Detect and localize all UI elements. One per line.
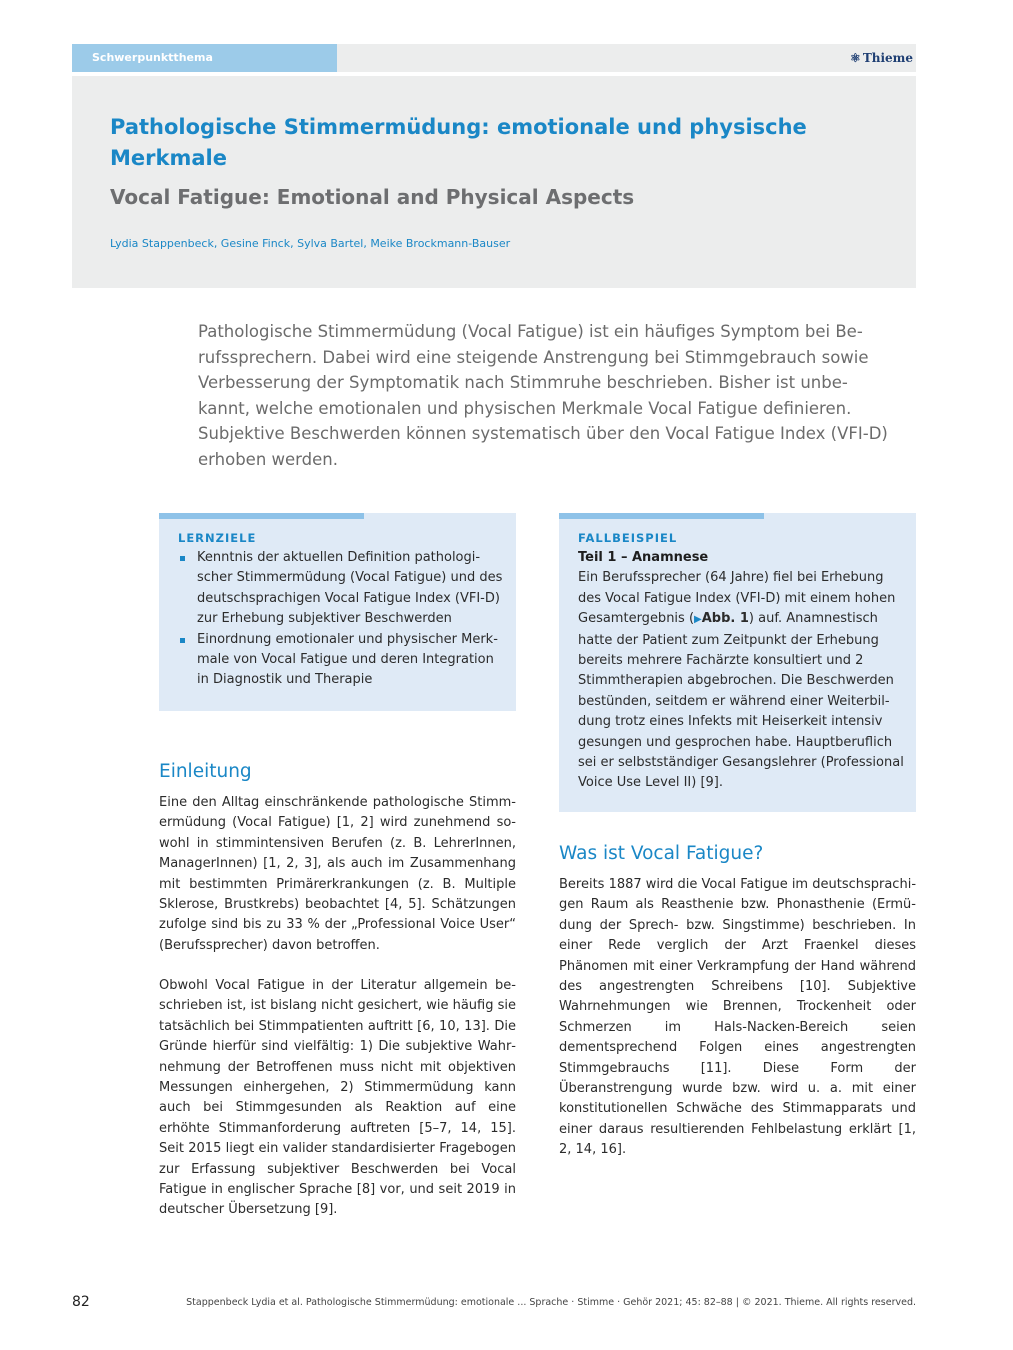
case-example-text — [578, 568, 906, 793]
case-text-part: ) auf. Anamnestisch hatte der Patient zum Zeitpunkt der Erhebung bereits mehrere Fachärzte konsultiert und 2 Stimmtherapien abgebrochen. Die Beschwerden bestünden, seitdem er während einer Weiterbildung trotz eines Infekts mit Heiserkeit intensiv gesungen und gesprochen habe. Hauptberuflich sei er selbstständiger Gesangslehrer (Professional Voice Use Level II) [9]. — [578, 611, 904, 791]
list-item — [178, 630, 506, 691]
list-item-text: Einordnung emotionaler und physischer Merkmale von Vocal Fatigue und deren Integration in Diagnostik und Therapie — [197, 631, 498, 688]
publisher-name: Thieme — [862, 51, 913, 65]
publisher-logo — [850, 44, 913, 72]
list-item — [178, 548, 506, 630]
box-accent-strip — [559, 513, 764, 519]
title-english: Vocal Fatigue: Emotional and Physical Aspects — [110, 185, 635, 209]
title-block — [72, 76, 916, 288]
section-heading-was-ist: Was ist Vocal Fatigue? — [559, 843, 764, 864]
box-accent-strip — [159, 513, 364, 519]
case-example-heading: FALLBEISPIEL — [578, 531, 678, 545]
footer-citation: Stappenbeck Lydia et al. Pathologische Stimmermüdung: emotionale ... Sprache · Stimme · Gehör 2021; 45: 82–88 | © 2021. Thieme. All rights reserved. — [186, 1297, 916, 1308]
case-example-subheading: Teil 1 – Anamnese — [578, 550, 709, 565]
figure-reference-link[interactable]: Abb. 1 — [701, 611, 749, 627]
paragraph: Obwohl Vocal Fatigue in der Literatur allgemein beschrieben ist, ist bislang nicht gesichert, wie häufig sie tatsächlich bei Stimmpatienten auftritt [6, 10, 13]. Die Gründe hierfür sind vielfältig: 1) Die subjektive Wahrnehmung der Betroffenen muss nicht mit objektiven Messungen einhergehen, 2) Stimmermüdung kann auch bei Stimmgesunden als Reaktion auf eine erhöhte Stimmanforderung auftreten [5–7, 14, 15]. Seit 2015 liegt ein valider standardisierter Fragebogen zur Erfassung subjektiver Beschwerden bei Vocal Fatigue in englischer Sprache [8] vor, und seit 2019 in deutscher Übersetzung [9]. — [159, 978, 516, 1218]
title-german: Pathologische Stimmermüdung: emotionale und physische Merkmale — [110, 115, 807, 170]
section-tag: Schwerpunktthema — [72, 44, 337, 72]
learning-goals-box — [159, 513, 516, 711]
thieme-logo-icon: ⚛ — [850, 51, 861, 65]
list-item-text: Kenntnis der aktuellen Definition pathologischer Stimmermüdung (Vocal Fatigue) und des deutschsprachigen Vocal Fatigue Index (VFI-D) zur Erhebung subjektiver Beschwerden — [197, 550, 503, 627]
paragraph: Eine den Alltag einschränkende pathologische Stimmermüdung (Vocal Fatigue) [1, 2] wird zunehmend sowohl in stimmintensiven Berufen (z. B. LehrerInnen, ManagerInnen) [1, 2, 3], als auch im Zusammenhang mit bestimmten Primärerkrankungen (z. B. Multiple Sklerose, Brustkrebs) beobachtet [4, 5]. Schätzungen zufolge sind bis zu 33 % der „Professional Voice User“ (Berufssprecher) davon betroffen. — [159, 795, 516, 953]
bullet-icon — [180, 556, 185, 561]
page-number: 82 — [72, 1294, 90, 1310]
paragraph: Bereits 1887 wird die Vocal Fatigue im deutschsprachigen Raum als Reasthenie bzw. Phonasthenie (Ermüdung der Sprech- bzw. Singstimme) beschrieben. In einer Rede verglich der Arzt Fraenkel dieses Phänomen mit einer Verkrampfung der Hand während des angestrengten Schreibens [10]. Subjektive Wahrnehmungen wie Brennen, Trockenheit oder Schmerzen im Hals-Nacken-Bereich seien dementsprechend Folgen eines angestrengten Stimmgebrauchs [11]. Diese Form der Überanstrengung wurde bzw. wird u. a. mit einer konstitutionellen Schwäche des Stimmapparats und einer daraus resultierenden Fehlbelastung erklärt [1, 2, 14, 16]. — [559, 877, 917, 1158]
arrow-right-icon: ▶ — [694, 614, 702, 626]
case-example-box — [559, 513, 916, 812]
learning-goals-list — [178, 548, 506, 691]
case-text-part: Ein Berufssprecher (64 Jahre) fiel bei Erhebung des Vocal Fatigue Index (VFI-D) mit einem hohen Gesamtergebnis ( — [578, 570, 896, 627]
bullet-icon — [180, 638, 185, 643]
learning-goals-heading: LERNZIELE — [178, 531, 257, 545]
authors: Lydia Stappenbeck, Gesine Finck, Sylva Bartel, Meike Brockmann-Bauser — [110, 237, 511, 250]
abstract: Pathologische Stimmermüdung (Vocal Fatigue) ist ein häufiges Symptom bei Berufssprechern. Dabei wird eine steigende Anstrengung bei Stimmgebrauch sowie Verbesserung der Symptomatik nach Stimmruhe beschrieben. Bisher ist unbekannt, welche emotionalen und physischen Merkmale Vocal Fatigue definieren. Subjektive Beschwerden können systematisch über den Vocal Fatigue Index (VFI-D) erhoben werden. — [198, 322, 888, 469]
section-heading-einleitung: Einleitung — [159, 761, 252, 782]
